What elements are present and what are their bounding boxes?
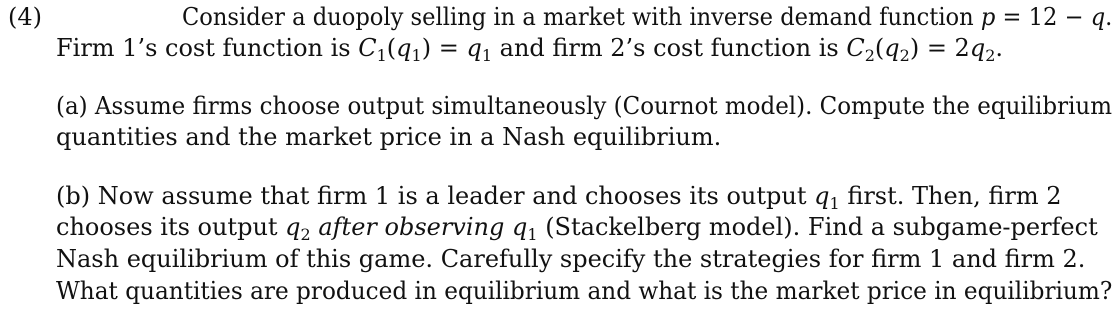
c1-q: q [396,34,412,62]
part-b-l1-text-2: first. Then, firm 2 [839,182,1062,210]
part-a-line-2: quantities and the market price in a Nash equilibrium. [56,123,722,151]
part-b-l2-q1sub: 1 [527,225,538,244]
c2-rhs-subscript: 2 [985,46,996,65]
intro-end: . [1105,3,1113,31]
part-b-l2-q2sub: 2 [300,225,311,244]
intro-line-1 [182,2,1112,32]
c2-symbol: C [846,34,865,62]
part-b-l2-q1: q [512,213,528,241]
c1-open: ( [386,34,397,62]
part-b-l2-text: chooses its output [56,213,286,241]
c1-rhs-q: q [466,34,482,62]
part-b-l2-italic: after observing [310,213,512,241]
math-eq: = 12 − [995,3,1091,31]
math-q: q [1090,3,1106,31]
part-b-l1-q: q [814,182,830,210]
part-b-l1-text: (b) Now assume that firm 1 is a leader and chooses its output [56,182,815,210]
c2-q-subscript: 2 [899,46,910,65]
c2-rhs-q: q [969,34,986,62]
c1-q-subscript: 1 [411,46,422,65]
c2-open: ( [874,34,885,62]
intro-text: Consider a duopoly selling in a market with inverse demand function [182,3,974,31]
c1-rhs-subscript: 1 [481,46,493,65]
c2-subscript: 2 [864,46,875,65]
part-b-l2-q2: q [285,213,301,241]
part-b-line-4: What quantities are produced in equilibrium and what is the market price in equilibrium? [56,277,1113,305]
intro-line-2 [56,33,1003,71]
c2-close: ) = 2 [909,34,970,62]
c2-q: q [884,34,900,62]
part-b-l1-qsub: 1 [829,194,840,213]
c1-symbol: C [358,34,377,62]
intro-line-2-end: . [995,34,1004,62]
math-p: p [980,3,996,31]
part-b-l2-text-2: (Stackelberg model). Find a subgame-perfect [537,213,1098,241]
c1-subscript: 1 [376,46,387,65]
firm2-cost-label: and firm 2’s cost function is [492,34,847,62]
part-b-line-3: Nash equilibrium of this game. Carefully specify the strategies for firm 1 and firm 2. [56,245,1086,273]
problem-number: (4) [8,3,42,31]
firm1-cost-label: Firm 1’s cost function is [56,34,359,62]
part-a-line-1: (a) Assume firms choose output simultaneously (Cournot model). Compute the equilibrium [56,92,1112,120]
c1-close: ) = [421,34,467,62]
